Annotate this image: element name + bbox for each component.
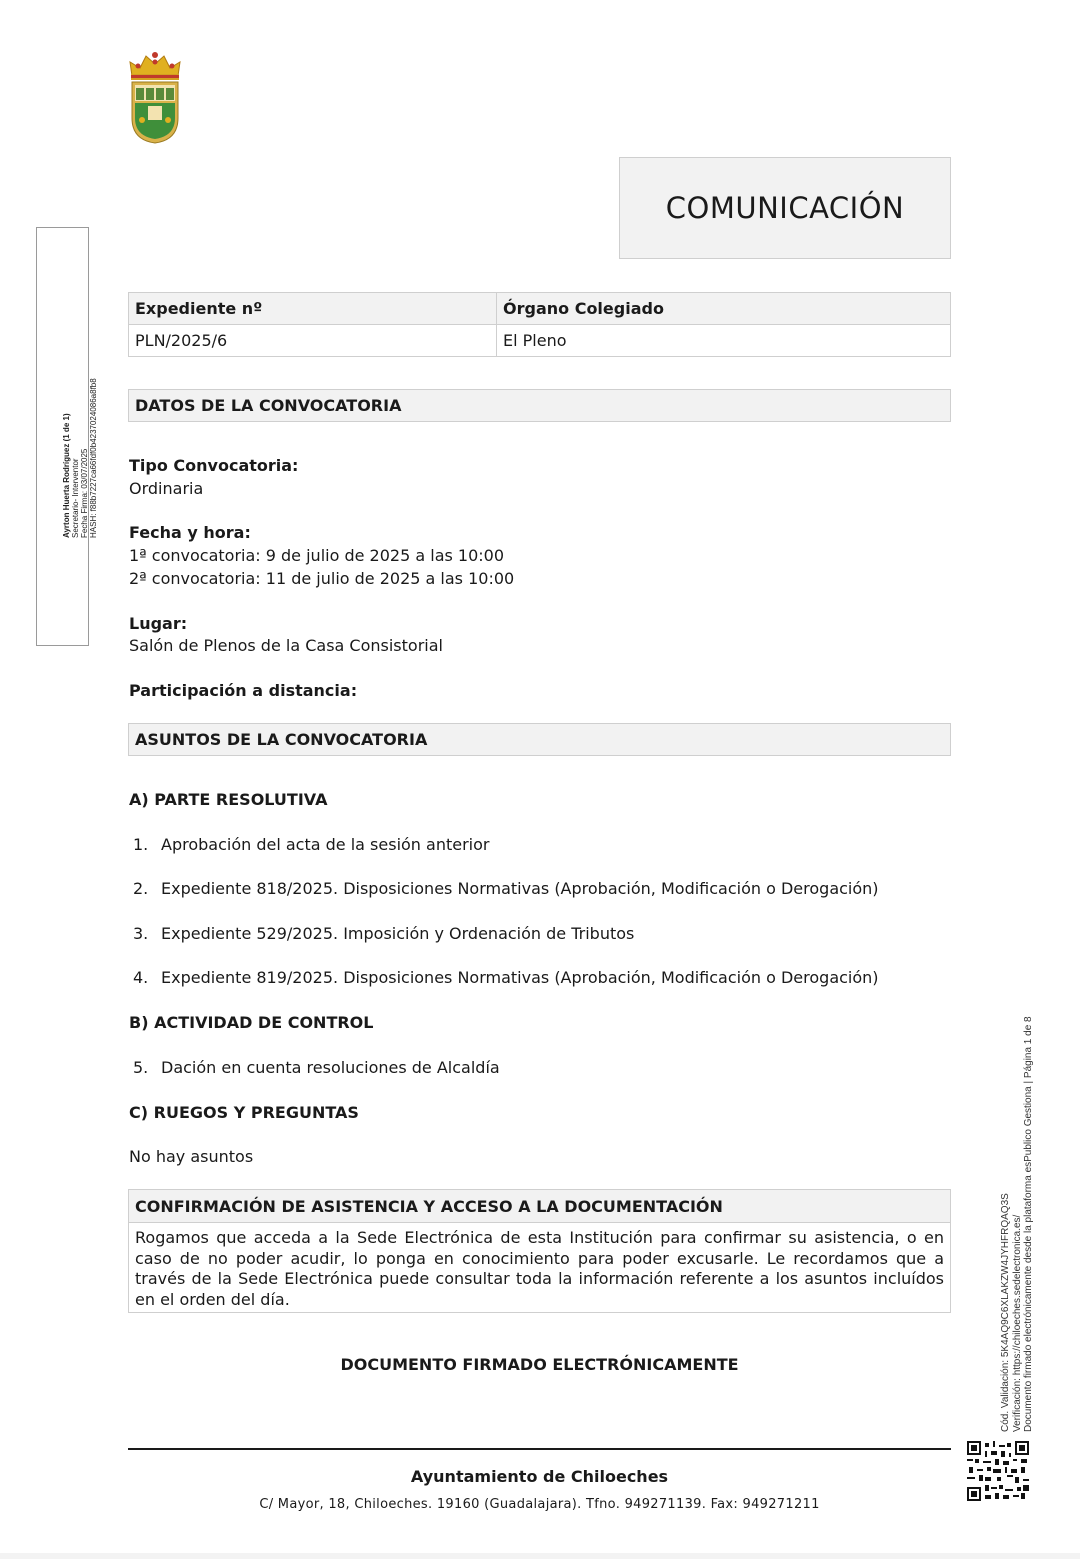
list-item (133, 835, 489, 854)
footer-divider (128, 1448, 951, 1450)
validation-code: Cód. Validación: 5K4AQ9C6XLAKZW4JYHFRQAQ3S (1000, 1193, 1011, 1432)
item-text: Expediente 529/2025. Imposición y Ordenación de Tributos (161, 924, 635, 943)
signature-hash: HASH: f88b7227ca66fdf0b4237024086a8fb8 (89, 378, 98, 538)
fecha-label: Fecha y hora: (129, 523, 251, 542)
signer-role: Secretario- Interventor (71, 458, 80, 538)
document-title: COMUNICACIÓN (619, 157, 951, 259)
signed-notice: DOCUMENTO FIRMADO ELECTRÓNICAMENTE (340, 1355, 739, 1374)
municipal-coat-of-arms-icon (126, 48, 184, 144)
list-item (133, 924, 634, 943)
list-item (133, 879, 879, 898)
item-number: 1. (133, 835, 149, 854)
item-number: 5. (133, 1058, 149, 1077)
expediente-header: Expediente nº (129, 293, 497, 325)
confirmation-box (128, 1189, 951, 1313)
ruegos-preguntas-heading: C) RUEGOS Y PREGUNTAS (129, 1103, 359, 1122)
fecha-segunda: 2ª convocatoria: 11 de julio de 2025 a las 10:00 (129, 569, 515, 588)
no-asuntos-text: No hay asuntos (129, 1147, 254, 1166)
list-item (133, 968, 879, 987)
platform-note: Documento firmado electrónicamente desde la plataforma esPublico Gestiona | Página 1 de 8 (1023, 1016, 1034, 1432)
footer-organization: Ayuntamiento de Chiloeches (410, 1467, 669, 1486)
item-text: Expediente 818/2025. Disposiciones Normativas (Aprobación, Modificación o Derogación) (161, 879, 879, 898)
tipo-label: Tipo Convocatoria: (129, 456, 299, 475)
item-number: 3. (133, 924, 149, 943)
lugar-value: Salón de Plenos de la Casa Consistorial (129, 636, 443, 655)
item-number: 2. (133, 879, 149, 898)
item-text: Aprobación del acta de la sesión anterior (161, 835, 490, 854)
footer-address: C/ Mayor, 18, Chiloeches. 19160 (Guadalajara). Tfno. 949271139. Fax: 949271211 (259, 1497, 820, 1512)
item-number: 4. (133, 968, 149, 987)
lugar-label: Lugar: (129, 614, 188, 633)
verification-url[interactable]: Verificación: https://chiloeches.sedelectronica.es/ (1011, 1214, 1023, 1432)
page-bottom-edge (0, 1553, 1080, 1559)
qr-code-icon (967, 1441, 1029, 1501)
organo-header: Órgano Colegiado (497, 293, 951, 325)
signer-name: Ayrton Huerta Rodríguez (1 de 1) (62, 413, 71, 538)
signature-date: Fecha Firma: 03/07/2025 (80, 448, 89, 538)
item-text: Expediente 819/2025. Disposiciones Normativas (Aprobación, Modificación o Derogación) (161, 968, 879, 987)
signature-stamp (62, 118, 98, 538)
asuntos-section-header: ASUNTOS DE LA CONVOCATORIA (128, 723, 951, 756)
parte-resolutiva-heading: A) PARTE RESOLUTIVA (129, 790, 328, 809)
expediente-table (128, 292, 951, 357)
list-item (133, 1058, 500, 1077)
table-row (129, 325, 951, 357)
distancia-label: Participación a distancia: (129, 681, 358, 700)
item-text: Dación en cuenta resoluciones de Alcaldía (161, 1058, 500, 1077)
confirmation-body: Rogamos que acceda a la Sede Electrónica de esta Institución para confirmar su asistencia, o en caso de no poder acudir, lo ponga en conocimiento para poder excusarle. Le recordamos que a través de la Sede Electrónica puede consultar toda la información referente a los asuntos incluídos en el orden del día. (135, 1228, 944, 1309)
convocatoria-section-header: DATOS DE LA CONVOCATORIA (128, 389, 951, 422)
tipo-value: Ordinaria (129, 479, 204, 498)
expediente-value: PLN/2025/6 (129, 325, 497, 357)
verification-stamp (1000, 972, 1035, 1432)
fecha-primera: 1ª convocatoria: 9 de julio de 2025 a las 10:00 (129, 546, 505, 565)
organo-value: El Pleno (497, 325, 951, 357)
actividad-control-heading: B) ACTIVIDAD DE CONTROL (129, 1013, 374, 1032)
confirmation-title: CONFIRMACIÓN DE ASISTENCIA Y ACCESO A LA DOCUMENTACIÓN (129, 1190, 950, 1223)
table-header-row (129, 293, 951, 325)
